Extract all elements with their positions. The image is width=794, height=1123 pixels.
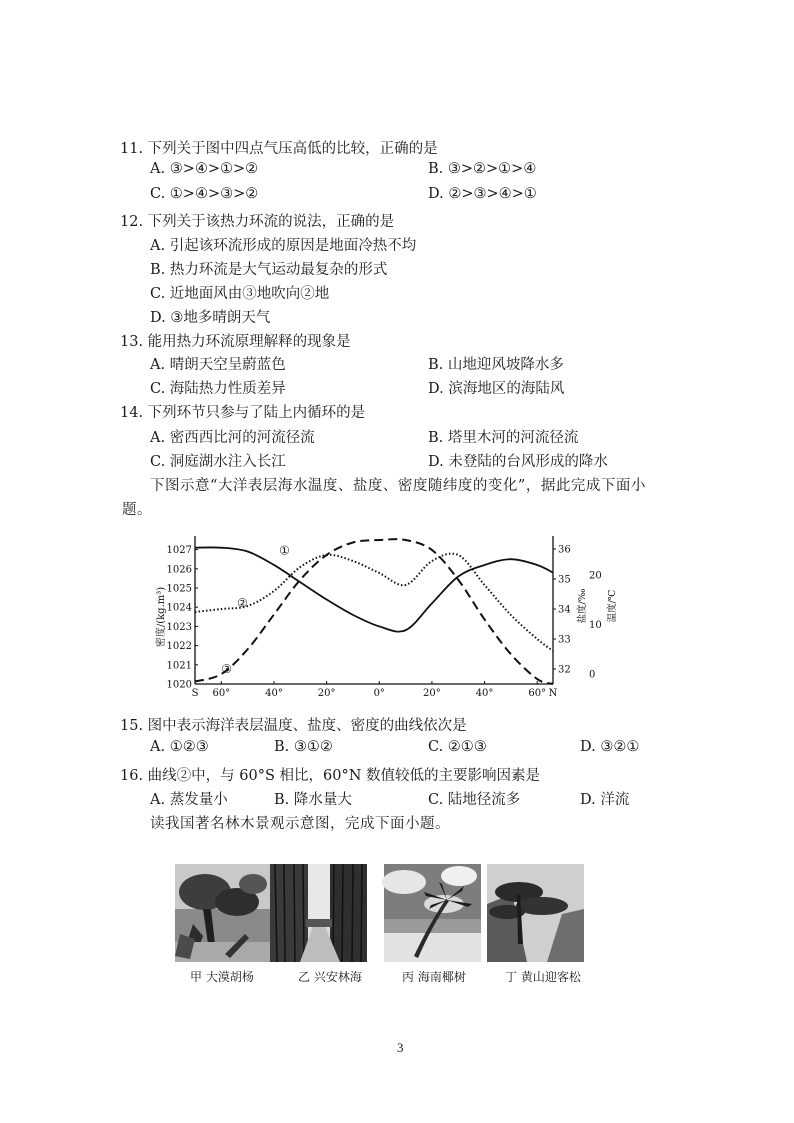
chart-intro-line-2: 题。 (122, 502, 152, 518)
salinity-axis-label: 盐度/‰ (577, 588, 588, 624)
salinity-tick-label: 33 (558, 634, 571, 646)
q12-option-d[interactable]: D. ③地多晴朗天气 (150, 310, 271, 326)
density-tick-label: 1027 (166, 545, 192, 557)
x-tick-label: 40° (475, 688, 494, 699)
curve-label-3: ③ (221, 662, 232, 677)
density-tick-label: 1023 (166, 621, 192, 633)
q11-option-d[interactable]: D. ②>③>④>① (428, 186, 537, 202)
q13-option-a[interactable]: A. 晴朗天空呈蔚蓝色 (150, 357, 286, 373)
photo-caption-bing: 丙 海南椰树 (402, 970, 466, 984)
x-tick-label: 40° (265, 688, 283, 699)
salinity-tick-label: 32 (558, 664, 571, 676)
curve-label-2: ② (236, 596, 248, 610)
q15-option-c[interactable]: C. ②①③ (428, 739, 487, 755)
temperature-tick-label: 10 (589, 619, 602, 631)
x-tick-label: 60° (528, 688, 547, 699)
series-line-1 (195, 547, 553, 631)
photo-caption-jia: 甲 大漠胡杨 (190, 970, 254, 984)
temperature-tick-label: 0 (589, 669, 596, 681)
q13-option-b[interactable]: B. 山地迎风坡降水多 (428, 357, 564, 373)
photo-caption-yi: 乙 兴安林海 (298, 970, 362, 984)
series-line-2 (195, 554, 553, 651)
salinity-tick-label: 34 (558, 604, 571, 616)
photo-huangshan-pine (487, 864, 584, 962)
x-tick-label: N (548, 688, 558, 699)
ocean-surface-chart (150, 526, 618, 702)
question-15-stem: 15. 图中表示海洋表层温度、盐度、密度的曲线依次是 (120, 718, 467, 734)
question-16-stem: 16. 曲线②中，与 60°S 相比，60°N 数值较低的主要影响因素是 (120, 768, 541, 784)
density-tick-label: 1020 (166, 679, 192, 691)
q11-option-c[interactable]: C. ①>④>③>② (150, 186, 259, 202)
q13-option-c[interactable]: C. 海陆热力性质差异 (150, 381, 286, 397)
density-axis-label: 密度/(kg.m³) (156, 586, 167, 648)
x-tick-label: 60° (212, 688, 231, 699)
question-14-stem: 14. 下列环节只参与了陆上内循环的是 (120, 405, 366, 421)
q14-option-b[interactable]: B. 塔里木河的河流径流 (428, 430, 579, 446)
q16-option-d[interactable]: D. 洋流 (580, 792, 630, 808)
x-tick-label: S (191, 688, 199, 699)
salinity-tick-label: 36 (558, 544, 571, 556)
photo-intro: 读我国著名林木景观示意图，完成下面小题。 (150, 816, 450, 832)
x-tick-label: 20° (317, 688, 336, 699)
q14-option-c[interactable]: C. 洞庭湖水注入长江 (150, 454, 286, 470)
density-tick-label: 1025 (166, 583, 192, 595)
density-tick-label: 1024 (166, 602, 192, 614)
density-tick-label: 1021 (166, 660, 192, 672)
q16-option-a[interactable]: A. 蒸发量小 (150, 792, 228, 808)
x-tick-label: 20° (423, 688, 441, 699)
question-13-stem: 13. 能用热力环流原理解释的现象是 (120, 334, 351, 350)
temperature-axis-label: 温度/℃ (607, 589, 618, 623)
q15-option-b[interactable]: B. ③①② (274, 739, 333, 755)
photo-populus-euphratica (175, 864, 272, 962)
q12-option-c[interactable]: C. 近地面风由③地吹向②地 (150, 286, 330, 302)
q13-option-d[interactable]: D. 滨海地区的海陆风 (428, 381, 565, 397)
q14-option-d[interactable]: D. 未登陆的台风形成的降水 (428, 454, 608, 470)
page-number: 3 (397, 1040, 404, 1055)
curve-label-1: ① (279, 543, 290, 558)
temperature-tick-label: 20 (589, 570, 602, 582)
q15-option-a[interactable]: A. ①②③ (150, 739, 209, 755)
q11-option-b[interactable]: B. ③>②>①>④ (428, 161, 537, 177)
q14-option-a[interactable]: A. 密西西比河的河流径流 (150, 430, 315, 446)
q11-option-a[interactable]: A. ③>④>①>② (150, 161, 259, 177)
chart-intro-line-1: 下图示意“大洋表层海水温度、盐度、密度随纬度的变化”，据此完成下面小 (150, 478, 646, 494)
salinity-tick-label: 35 (558, 574, 571, 586)
q12-option-b[interactable]: B. 热力环流是大气运动最复杂的形式 (150, 262, 388, 278)
photo-xingan-forest (270, 864, 367, 962)
q16-option-c[interactable]: C. 陆地径流多 (428, 792, 521, 808)
photo-caption-ding: 丁 黄山迎客松 (505, 970, 581, 984)
x-tick-label: 0° (373, 688, 385, 699)
q15-option-d[interactable]: D. ③②① (580, 739, 640, 755)
photo-hainan-coconut (384, 864, 481, 962)
density-tick-label: 1022 (166, 641, 192, 653)
q16-option-b[interactable]: B. 降水量大 (274, 792, 352, 808)
density-tick-label: 1026 (166, 564, 192, 576)
question-12-stem: 12. 下列关于该热力环流的说法，正确的是 (120, 214, 395, 230)
question-11-stem: 11. 下列关于图中四点气压高低的比较，正确的是 (120, 141, 438, 157)
q12-option-a[interactable]: A. 引起该环流形成的原因是地面冷热不均 (150, 238, 417, 254)
